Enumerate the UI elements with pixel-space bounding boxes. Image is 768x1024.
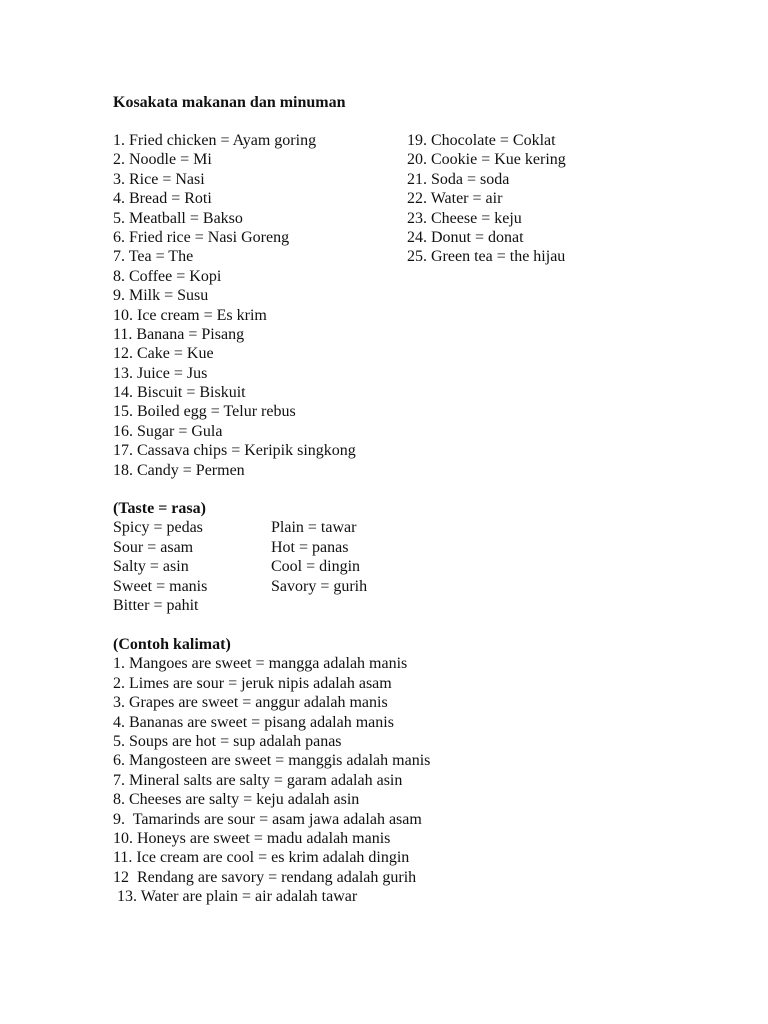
taste-item: Spicy = pedas [113,519,203,537]
example-sentence: 3. Grapes are sweet = anggur adalah manis [113,694,388,712]
vocab-item: 1. Fried chicken = Ayam goring [113,132,317,149]
taste-item: Savory = gurih [271,577,368,595]
vocab-item: 6. Fried rice = Nasi Goreng [113,228,290,246]
vocab-item: 11. Banana = Pisang [113,325,245,343]
example-sentence: 11. Ice cream are cool = es krim adalah dingin [113,849,410,867]
vocab-item: 22. Water = air [407,190,503,208]
example-sentence: 6. Mangosteen are sweet = manggis adalah manis [113,752,431,770]
example-sentence: 8. Cheeses are salty = keju adalah asin [113,791,360,809]
examples-heading: (Contoh kalimat) [113,636,231,653]
taste-grid [113,518,513,615]
example-sentence: 5. Soups are hot = sup adalah panas [113,732,342,750]
vocab-item: 8. Coffee = Kopi [113,267,222,285]
example-sentence: 1. Mangoes are sweet = mangga adalah manis [113,655,408,673]
vocab-item: 14. Biscuit = Biskuit [113,384,246,402]
taste-item: Hot = panas [271,538,349,556]
example-sentence: 4. Bananas are sweet = pisang adalah manis [113,713,394,731]
taste-section [113,499,368,614]
taste-row [113,538,513,557]
vocab-item: 4. Bread = Roti [113,190,212,208]
vocab-item: 19. Chocolate = Coklat [407,132,556,149]
vocab-item: 7. Tea = The [113,248,194,266]
vocab-list-right [407,131,566,267]
taste-row [113,518,513,537]
vocab-item: 15. Boiled egg = Telur rebus [113,403,296,421]
vocab-item: 3. Rice = Nasi [113,170,205,188]
vocab-item: 12. Cake = Kue [113,345,214,363]
vocab-item: 10. Ice cream = Es krim [113,306,267,324]
vocab-item: 18. Candy = Permen [113,461,245,479]
document-title: Kosakata makanan dan minuman [113,94,346,111]
vocab-item: 25. Green tea = the hijau [407,248,566,266]
vocab-item: 16. Sugar = Gula [113,422,223,440]
taste-row [113,557,513,576]
example-sentence: 10. Honeys are sweet = madu adalah manis [113,829,391,847]
example-sentence: 9. Tamarinds are sour = asam jawa adalah asam [113,810,422,828]
vocab-item: 24. Donut = donat [407,228,524,246]
examples-section [113,635,430,906]
taste-item: Bitter = pahit [113,596,199,614]
vocab-item: 5. Meatball = Bakso [113,209,243,227]
example-sentence: 2. Limes are sour = jeruk nipis adalah asam [113,674,392,692]
vocab-item: 17. Cassava chips = Keripik singkong [113,442,356,460]
taste-item: Salty = asin [113,558,189,576]
vocab-item: 23. Cheese = keju [407,209,522,227]
taste-row [113,577,513,596]
taste-item: Cool = dingin [271,558,361,576]
vocab-item: 21. Soda = soda [407,170,510,188]
vocab-list-left [113,131,356,480]
taste-item: Sweet = manis [113,577,208,595]
vocab-item: 9. Milk = Susu [113,287,209,305]
example-sentence: 13. Water are plain = air adalah tawar [113,888,358,906]
taste-item: Sour = asam [113,538,194,556]
example-sentence: 12 Rendang are savory = rendang adalah gurih [113,868,417,886]
taste-heading: (Taste = rasa) [113,500,206,517]
taste-item: Plain = tawar [271,519,357,537]
vocab-item: 13. Juice = Jus [113,364,208,382]
example-sentence: 7. Mineral salts are salty = garam adalah asin [113,771,403,789]
taste-row [113,596,513,615]
vocab-item: 20. Cookie = Kue kering [407,151,566,169]
vocab-item: 2. Noodle = Mi [113,151,212,169]
